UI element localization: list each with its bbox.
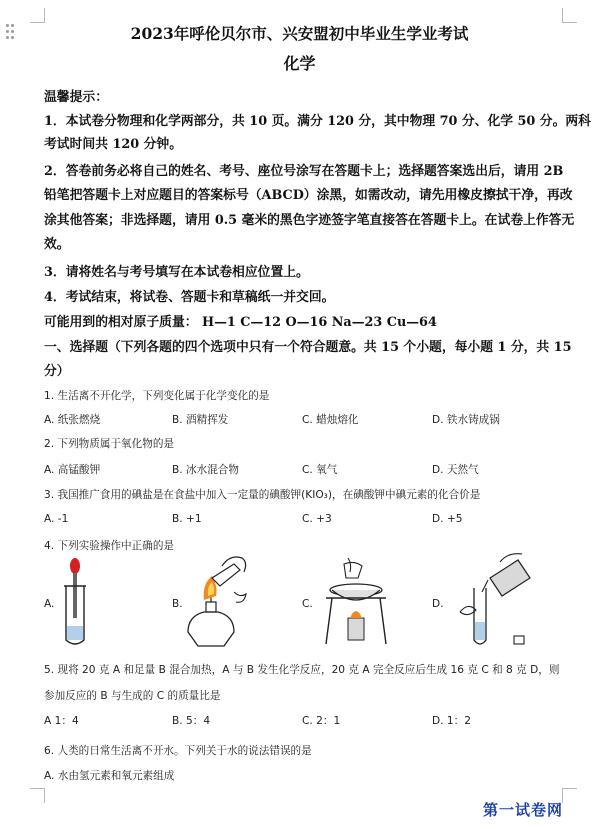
q1-option-d: D. 铁水铸成锅 — [432, 414, 500, 426]
notice-line: 2．答卷前务必将自己的姓名、考号、座位号涂写在答题卡上；选择题答案选出后，请用 2B — [44, 164, 564, 179]
question-5-stem-cont: 参加反应的 B 与生成的 C 的质量比是 — [44, 690, 221, 702]
exam-title: 2023年呼伦贝尔市、兴安盟初中毕业生学业考试 — [130, 24, 469, 43]
q3-option-d: D. +5 — [432, 513, 463, 525]
q3-option-b: B. +1 — [172, 513, 202, 525]
q2-option-a: A. 高锰酸钾 — [44, 464, 101, 476]
notice-line: 3．请将姓名与考号填写在本试卷相应位置上。 — [44, 265, 309, 280]
section-heading-cont: 分） — [44, 364, 70, 379]
q5-option-a: A 1：4 — [44, 715, 79, 727]
question-4-stem: 4. 下列实验操作中正确的是 — [44, 540, 175, 552]
q3-option-a: A. -1 — [44, 513, 69, 525]
notice-line: 效。 — [44, 237, 70, 252]
question-1-stem: 1. 生活离不开化学，下列变化属于化学变化的是 — [44, 390, 270, 402]
margin-corner-top-left — [30, 8, 45, 23]
q4-option-a: A. — [44, 598, 55, 610]
q5-option-c: C. 2：1 — [302, 715, 341, 727]
q1-option-c: C. 蜡烛熔化 — [302, 414, 359, 426]
margin-corner-bottom-left — [30, 788, 45, 803]
pouring-liquid-figure — [448, 552, 534, 648]
dropper-test-tube-figure — [58, 556, 92, 648]
notice-line: 1．本试卷分物理和化学两部分，共 10 页。满分 120 分，其中物理 70 分、化学 50 分。两科 — [44, 114, 591, 129]
q3-option-c: C. +3 — [302, 513, 332, 525]
margin-corner-bottom-right — [562, 788, 577, 803]
question-2-stem: 2. 下列物质属于氧化物的是 — [44, 438, 175, 450]
notice-line: 4．考试结束，将试卷、答题卡和草稿纸一并交回。 — [44, 290, 335, 305]
q5-option-b: B. 5：4 — [172, 715, 211, 727]
atomic-masses: 可能用到的相对原子质量： H—1 C—12 O—16 Na—23 Cu—64 — [44, 315, 437, 330]
notice-heading: 温馨提示： — [44, 90, 108, 105]
evaporating-dish-figure — [318, 556, 394, 646]
q4-option-b: B. — [172, 598, 183, 610]
question-5-stem: 5. 现将 20 克 A 和足量 B 混合加热，A 与 B 发生化学反应，20 克 A 完全反应后生成 16 克 C 和 8 克 D，则 — [44, 664, 560, 676]
q1-option-a: A. 纸张燃烧 — [44, 414, 101, 426]
q1-option-b: B. 酒精挥发 — [172, 414, 229, 426]
q2-option-b: B. 冰水混合物 — [172, 464, 239, 476]
q2-option-d: D. 天然气 — [432, 464, 479, 476]
section-heading: 一、选择题（下列各题的四个选项中只有一个符合题意。共 15 个小题，每小题 1 分，共 15 — [44, 340, 572, 355]
q4-option-c: C. — [302, 598, 313, 610]
question-3-stem: 3. 我国推广食用的碘盐是在食盐中加入一定量的碘酸钾(KIO₃)，在碘酸钾中碘元素的化合价是 — [44, 489, 481, 501]
question-6-stem: 6. 人类的日常生活离不开水。下列关于水的说法错误的是 — [44, 745, 312, 757]
notice-line: 铅笔把答题卡上对应题目的答案标号（ABCD）涂黑，如需改动，请先用橡皮擦拭干净，再改 — [44, 188, 573, 203]
alcohol-lamp-figure — [182, 552, 250, 648]
margin-corner-top-right — [562, 8, 577, 23]
notice-line: 考试时间共 120 分钟。 — [44, 137, 182, 152]
q6-option-a: A. 水由氢元素和氧元素组成 — [44, 770, 175, 782]
subject-title: 化学 — [283, 54, 316, 73]
q4-option-d: D. — [432, 598, 444, 610]
site-watermark: 第一试卷网 — [483, 801, 564, 819]
q2-option-c: C. 氧气 — [302, 464, 338, 476]
notice-line: 涂其他答案；非选择题，请用 0.5 毫米的黑色字迹签字笔直接答在答题卡上。在试卷上作答无 — [44, 213, 575, 228]
q5-option-d: D. 1：2 — [432, 715, 471, 727]
